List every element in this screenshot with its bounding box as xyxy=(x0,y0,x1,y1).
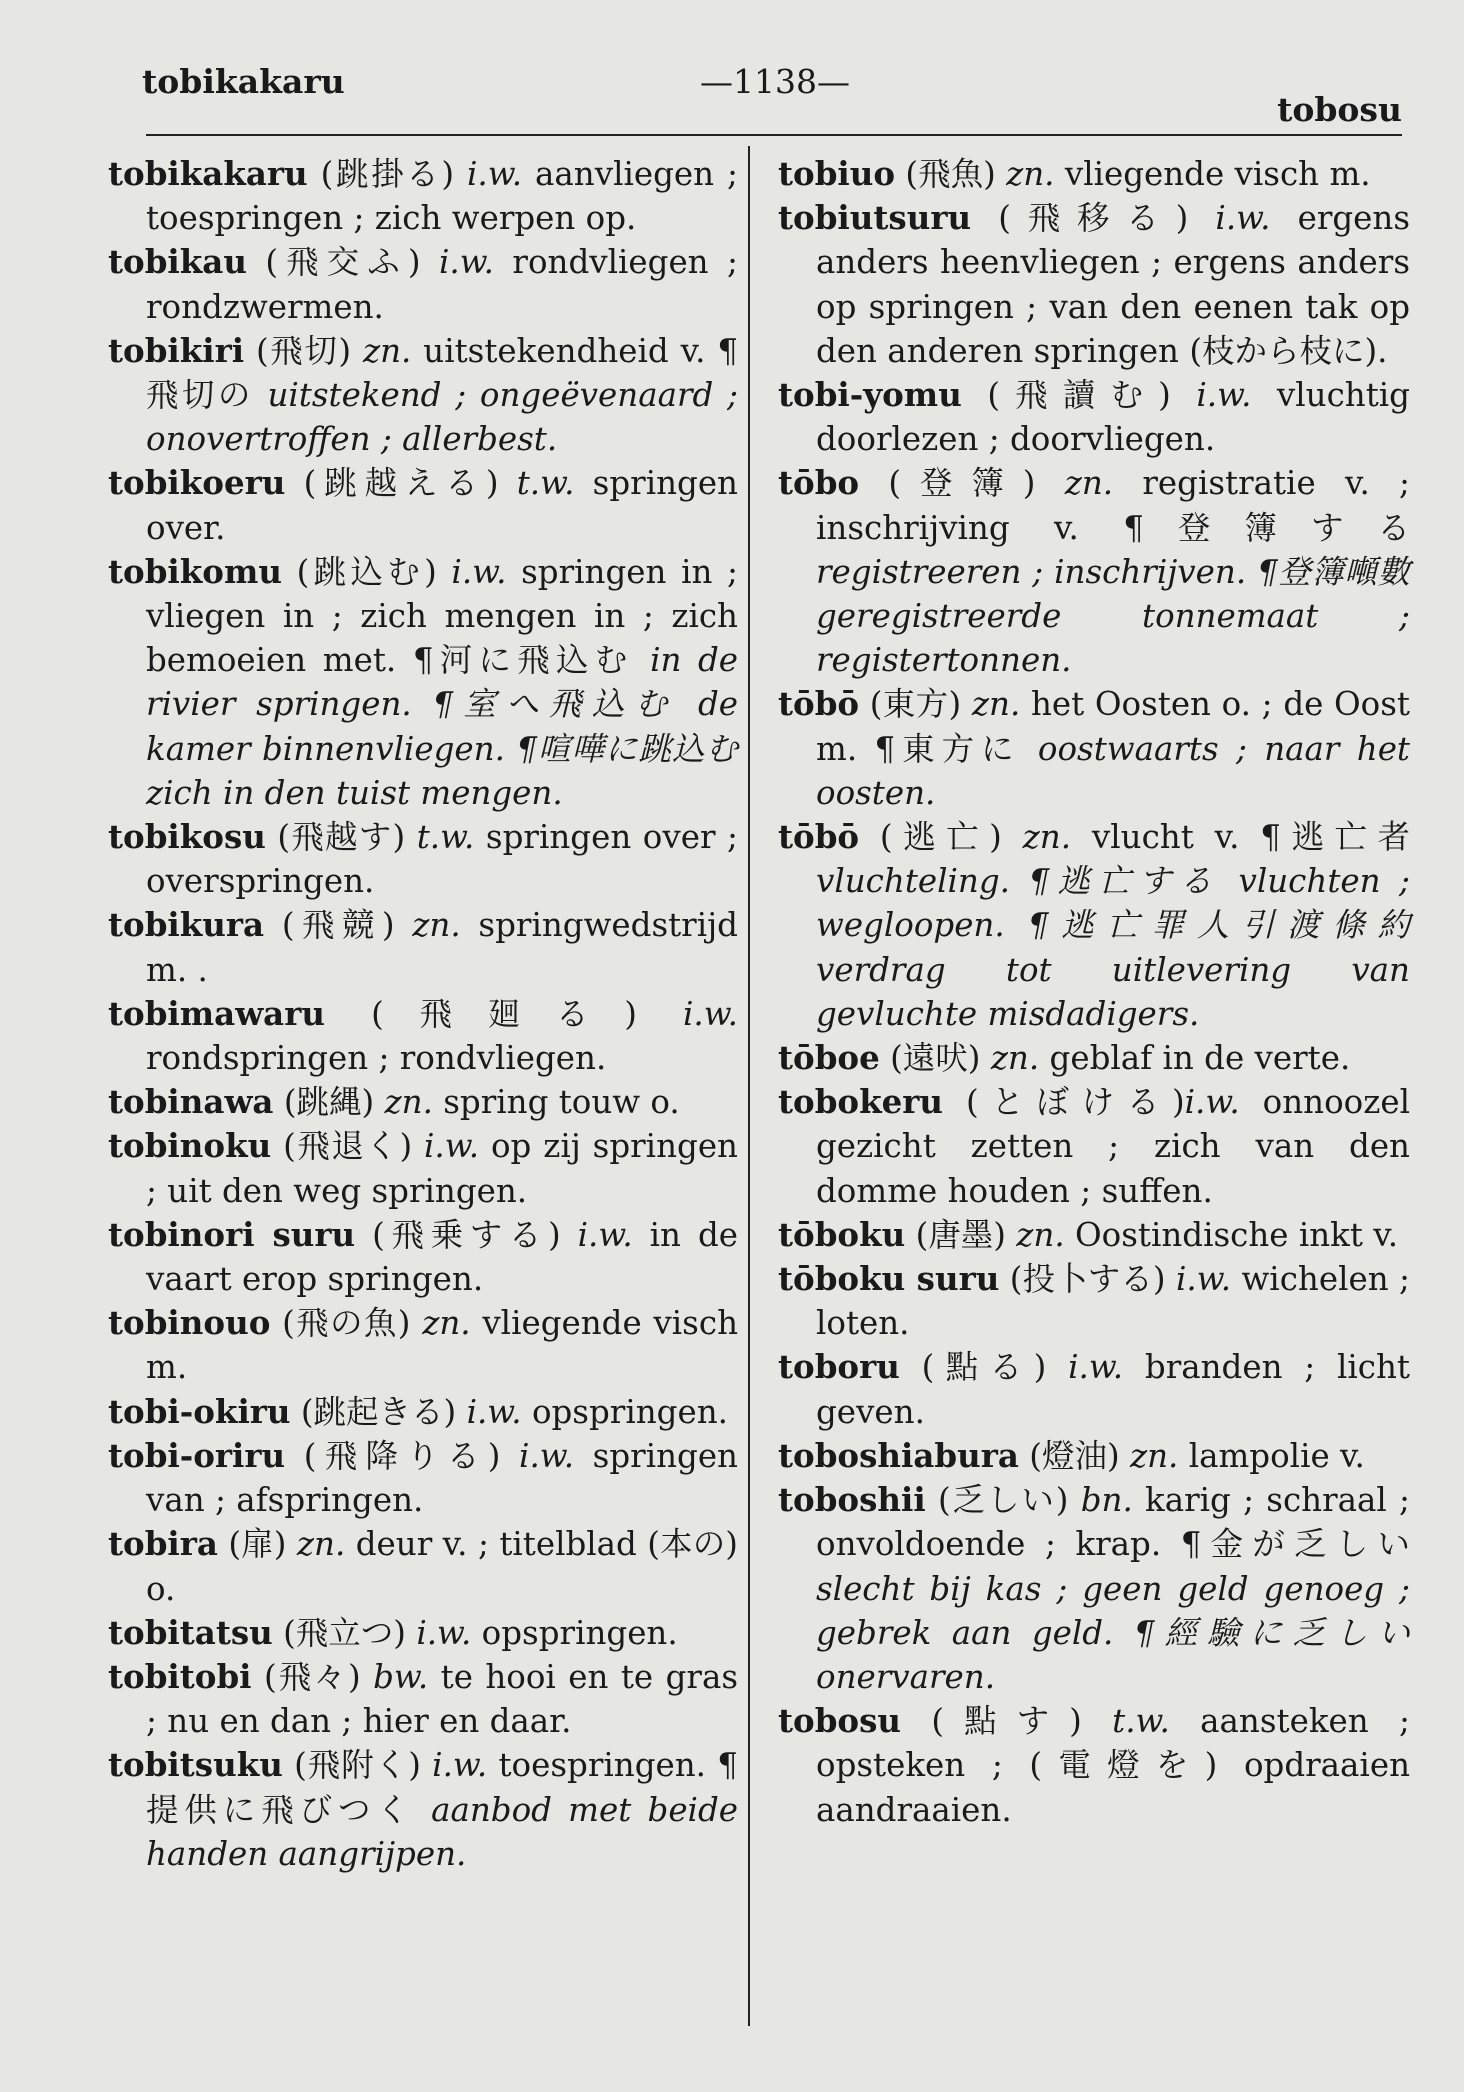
example: registreeren ; inschrijven. ¶登簿噸數 geregistreerde tonnemaat ; registertonnen. xyxy=(816,552,1410,680)
definition: het Oosten o. ; de Oost m. ¶東方に xyxy=(816,685,1410,768)
definition: op zij springen ; uit den weg springen. xyxy=(146,1127,738,1210)
part-of-speech: i.w. xyxy=(1068,1348,1124,1387)
definition: ergens anders heenvliegen ; ergens anders op springen ; van den eenen tak op den anderen springen (枝から枝に). xyxy=(816,199,1411,370)
definition: springen in ; vliegen in ; zich mengen in ; zich bemoeien met. ¶河に飛込む xyxy=(146,552,738,680)
example: vluchteling. ¶逃亡する vluchten ; wegloopen. ¶逃亡罪人引渡條約 verdrag tot uitlevering van gevluchte misdadigers. xyxy=(816,862,1410,1033)
dictionary-entry xyxy=(108,1213,738,1301)
definition: te hooi en te gras ; nu en dan ; hier en daar. xyxy=(146,1657,738,1741)
kanji: (跳起きる) xyxy=(290,1392,467,1431)
part-of-speech: i.w. xyxy=(519,1436,575,1475)
kanji: (跳縄) xyxy=(273,1083,385,1122)
kanji: (燈油) xyxy=(1018,1436,1130,1475)
dictionary-entry xyxy=(108,550,738,815)
part-of-speech: i.w. xyxy=(467,155,523,193)
definition: registratie v. ; inschrijving v. ¶登簿する xyxy=(816,464,1410,547)
headword: tobikakaru xyxy=(108,154,308,193)
part-of-speech: zn. xyxy=(296,1525,346,1564)
example: aanbod met beide handen aangrijpen. xyxy=(146,1790,738,1873)
part-of-speech: i.w. xyxy=(1184,1083,1240,1122)
kanji: (飛の魚) xyxy=(270,1304,423,1343)
headword: tobinawa xyxy=(108,1082,274,1122)
definition: vluchtig doorlezen ; doorvliegen. xyxy=(816,376,1410,459)
kanji: (飛魚) xyxy=(895,155,1007,193)
definition: aanvliegen ; toespringen ; zich werpen op. xyxy=(146,155,738,238)
headword: tōbō xyxy=(778,684,860,724)
kanji: (とぼける) xyxy=(943,1083,1185,1122)
definition: deur v. ; titelblad (本の) o. xyxy=(146,1525,738,1608)
headword: tobitatsu xyxy=(108,1612,273,1652)
kanji: (投卜する) xyxy=(999,1260,1177,1299)
dictionary-entry xyxy=(778,373,1410,461)
kanji: (點す) xyxy=(901,1702,1113,1741)
dictionary-entry xyxy=(778,1257,1410,1345)
column-divider xyxy=(748,146,750,2026)
kanji: (飛々) xyxy=(251,1657,374,1696)
part-of-speech: zn. xyxy=(1006,155,1055,193)
headword: tobinouo xyxy=(108,1303,271,1343)
kanji: (飛移る) xyxy=(971,199,1216,238)
definition: wichelen ; loten. xyxy=(816,1260,1411,1343)
example: oostwaarts ; naar het oosten. xyxy=(816,729,1410,812)
headword: toboru xyxy=(778,1347,900,1387)
definition: vlucht v. ¶逃亡者 xyxy=(1071,818,1410,857)
headword: tobinoku xyxy=(108,1126,272,1166)
kanji: (飛切) xyxy=(244,331,363,370)
header-rule xyxy=(146,134,1402,136)
kanji: (東方) xyxy=(859,685,972,724)
part-of-speech: t.w. xyxy=(416,818,475,857)
headword: tobi-yomu xyxy=(778,375,962,415)
kanji: (飛乗する) xyxy=(355,1215,578,1254)
headword: tobikomu xyxy=(108,551,282,591)
headword: tobimawaru xyxy=(108,993,325,1033)
dictionary-entry xyxy=(108,1611,738,1655)
page-number: —1138— xyxy=(700,62,850,101)
part-of-speech: bw. xyxy=(373,1657,429,1696)
dictionary-entry xyxy=(108,1301,738,1389)
part-of-speech: zn. xyxy=(384,1083,433,1122)
dictionary-entry xyxy=(778,682,1410,815)
right-column xyxy=(778,152,1410,1832)
dictionary-entry xyxy=(778,815,1410,1036)
part-of-speech: i.w. xyxy=(1176,1260,1232,1299)
part-of-speech: i.w. xyxy=(438,243,495,282)
part-of-speech: i.w. xyxy=(1196,376,1252,415)
definition: uitstekendheid v. ¶飛切の xyxy=(146,331,739,415)
definition: Oostindische inkt v. xyxy=(1064,1215,1399,1254)
part-of-speech: zn. xyxy=(1022,818,1072,857)
definition: opspringen. xyxy=(521,1392,728,1431)
kanji: (跳掛る) xyxy=(307,155,468,193)
part-of-speech: i.w. xyxy=(682,994,738,1033)
part-of-speech: zn. xyxy=(422,1304,471,1343)
running-head-right: tobosu xyxy=(1277,90,1402,129)
headword: toboshii xyxy=(778,1480,926,1520)
part-of-speech: zn. xyxy=(1016,1215,1065,1254)
headword: tobiuo xyxy=(778,154,896,193)
definition: rondspringen ; rondvliegen. xyxy=(146,1039,607,1078)
dictionary-entry xyxy=(108,152,738,240)
part-of-speech: i.w. xyxy=(466,1392,522,1431)
headword: tōbō xyxy=(778,817,860,857)
kanji: (飛退く) xyxy=(271,1127,425,1166)
definition: onnoozel gezicht zetten ; zich van den domme houden ; suffen. xyxy=(816,1083,1410,1210)
part-of-speech: zn. xyxy=(363,331,412,370)
headword: tobinori suru xyxy=(108,1214,356,1254)
part-of-speech: zn. xyxy=(990,1039,1040,1078)
definition: springen over. xyxy=(146,464,738,547)
headword: tobikosu xyxy=(108,817,266,857)
kanji: (登簿) xyxy=(859,464,1065,503)
definition: opspringen. xyxy=(471,1613,678,1652)
headword: tōboe xyxy=(778,1038,880,1078)
kanji: (飛立つ) xyxy=(272,1613,417,1652)
dictionary-entry xyxy=(778,1213,1410,1257)
headword: tobikau xyxy=(108,242,247,282)
kanji: (扉) xyxy=(217,1525,297,1564)
headword: toboshiabura xyxy=(778,1435,1019,1475)
headword: tobokeru xyxy=(778,1082,944,1122)
dictionary-entry xyxy=(108,992,738,1080)
left-column xyxy=(108,152,738,1876)
definition: lampolie v. xyxy=(1178,1436,1365,1475)
part-of-speech: i.w. xyxy=(577,1215,633,1254)
dictionary-entry xyxy=(108,240,738,328)
part-of-speech: zn. xyxy=(412,906,461,945)
dictionary-entry xyxy=(778,1080,1410,1213)
definition: spring touw o. xyxy=(432,1083,680,1122)
part-of-speech: t.w. xyxy=(516,464,575,503)
kanji: (唐墨) xyxy=(905,1215,1017,1254)
dictionary-entry xyxy=(108,1124,738,1212)
definition: springwedstrijd m. . xyxy=(146,906,738,989)
definition: springen over ; overspringen. xyxy=(146,818,738,901)
part-of-speech: i.w. xyxy=(451,552,507,591)
headword: tobosu xyxy=(778,1701,902,1741)
headword: tobitsuku xyxy=(108,1745,283,1785)
running-head-left: tobikakaru xyxy=(142,62,345,101)
part-of-speech: t.w. xyxy=(1112,1702,1170,1741)
part-of-speech: bn. xyxy=(1080,1481,1133,1520)
definition: springen van ; afspringen. xyxy=(146,1436,738,1520)
kanji: (乏しい) xyxy=(925,1481,1081,1520)
dictionary-entry xyxy=(108,815,738,903)
definition: toespringen. ¶提供に飛びつく xyxy=(146,1746,738,1829)
dictionary-entry xyxy=(108,1743,738,1876)
kanji: (飛附く) xyxy=(282,1746,433,1785)
headword: tōbo xyxy=(778,463,860,503)
dictionary-entry xyxy=(108,1655,738,1743)
definition: rondvliegen ; rondzwermen. xyxy=(146,243,738,326)
dictionary-entry xyxy=(108,1434,738,1522)
dictionary-entry xyxy=(778,152,1410,196)
kanji: (飛廻る) xyxy=(325,994,683,1033)
dictionary-entry xyxy=(778,1478,1410,1699)
definition: karig ; schraal ; onvoldoende ; krap. ¶金が乏しい xyxy=(816,1481,1410,1564)
headword: tōboku suru xyxy=(778,1259,1000,1299)
kanji: (飛競) xyxy=(264,906,413,945)
part-of-speech: zn. xyxy=(1064,464,1114,503)
headword: tobikiri xyxy=(108,330,245,370)
dictionary-entry xyxy=(778,1345,1410,1433)
headword: tōboku xyxy=(778,1214,906,1254)
headword: tobitobi xyxy=(108,1656,252,1696)
kanji: (逃亡) xyxy=(859,818,1023,857)
kanji: (飛降りる) xyxy=(285,1436,520,1475)
headword: tobira xyxy=(108,1524,218,1564)
headword: tobikoeru xyxy=(108,463,286,503)
dictionary-entry xyxy=(778,1036,1410,1080)
part-of-speech: i.w. xyxy=(1215,199,1271,238)
headword: tobi-okiru xyxy=(108,1391,291,1431)
kanji: (跳越える) xyxy=(285,464,517,503)
definition: aansteken ; opsteken ; (電燈を) opdraaien aandraaien. xyxy=(816,1702,1410,1829)
dictionary-entry xyxy=(778,461,1410,682)
part-of-speech: i.w. xyxy=(432,1746,488,1785)
kanji: (飛交ふ) xyxy=(246,243,439,282)
part-of-speech: zn. xyxy=(971,685,1021,724)
dictionary-entry xyxy=(778,196,1410,373)
kanji: (跳込む) xyxy=(281,552,452,591)
dictionary-entry xyxy=(108,903,738,991)
dictionary-entry xyxy=(108,1080,738,1124)
headword: tobiutsuru xyxy=(778,198,972,238)
dictionary-entry xyxy=(108,329,738,462)
example: in de rivier springen. ¶室へ飛込む de kamer binnenvliegen. ¶喧嘩に跳込む zich in den tuist mengen. xyxy=(146,641,739,812)
part-of-speech: zn. xyxy=(1130,1436,1179,1475)
kanji: (遠吠) xyxy=(879,1039,991,1078)
headword: tobi-oriru xyxy=(108,1435,286,1475)
dictionary-entry xyxy=(108,1390,738,1434)
example: uitstekend ; ongeëvenaard ; onovertroffen ; allerbest. xyxy=(146,376,738,459)
example: slecht bij kas ; geen geld genoeg ; gebrek aan geld. ¶經驗に乏しい onervaren. xyxy=(816,1569,1410,1696)
dictionary-entry xyxy=(108,461,738,549)
definition: branden ; licht geven. xyxy=(816,1348,1410,1431)
definition: vliegende visch m. xyxy=(1054,155,1371,193)
definition: vliegende visch m. xyxy=(146,1304,738,1387)
part-of-speech: i.w. xyxy=(424,1127,480,1166)
dictionary-entry xyxy=(108,1522,738,1610)
kanji: (飛越す) xyxy=(265,818,417,857)
definition: geblaf in de verte. xyxy=(1039,1039,1351,1078)
dictionary-entry xyxy=(778,1434,1410,1478)
definition: in de vaart erop springen. xyxy=(146,1215,738,1299)
part-of-speech: i.w. xyxy=(416,1613,472,1652)
dictionary-entry xyxy=(778,1699,1410,1832)
headword: tobikura xyxy=(108,905,265,945)
kanji: (點る) xyxy=(899,1348,1069,1387)
kanji: (飛讀む) xyxy=(961,376,1197,415)
